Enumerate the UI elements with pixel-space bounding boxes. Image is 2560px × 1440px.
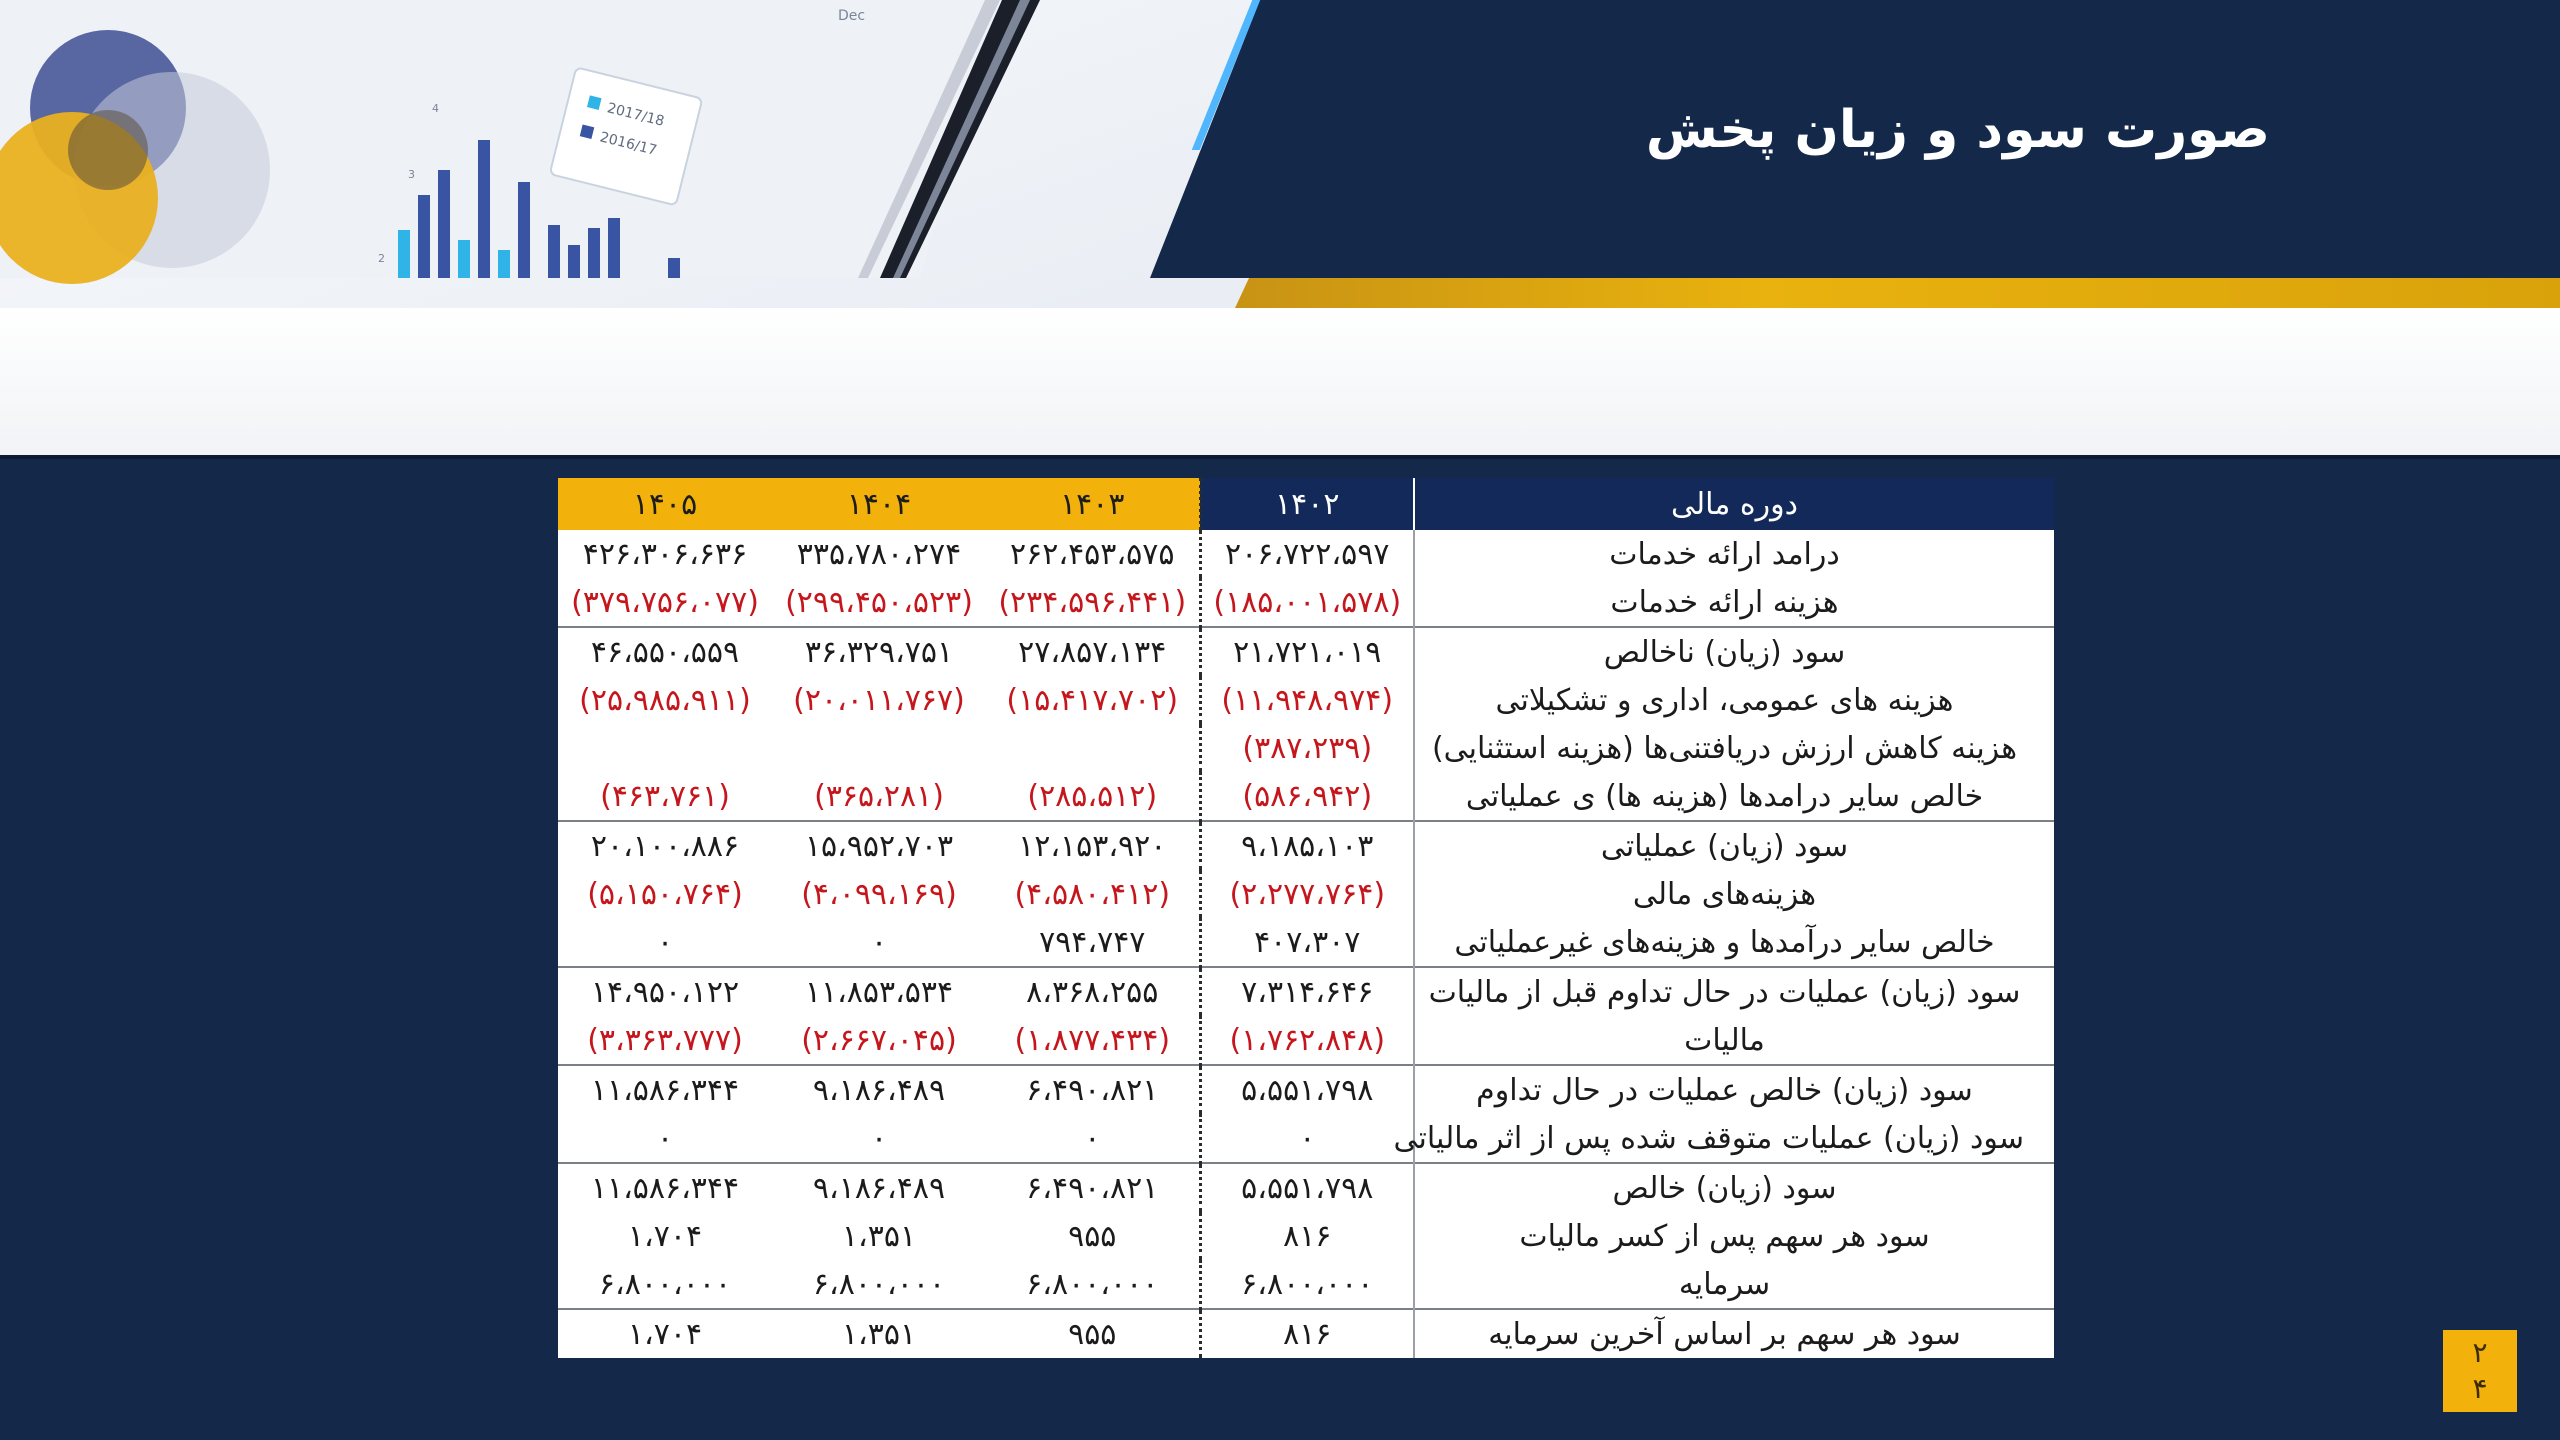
- value-cell: ۹،۱۸۵،۱۰۳: [1200, 821, 1414, 870]
- value-cell: ۱۲،۱۵۳،۹۲۰: [986, 821, 1200, 870]
- value-cell: (۲۹۹،۴۵۰،۵۲۳): [785, 584, 973, 620]
- value-cell: [558, 724, 772, 772]
- table-row: [558, 772, 2054, 821]
- value-cell: ۶،۸۰۰،۰۰۰: [598, 1266, 732, 1302]
- value-cell: ۰: [656, 924, 674, 960]
- table-row: [558, 821, 2054, 870]
- row-label: هزینه ارائه خدمات: [1610, 584, 1839, 620]
- value-cell: ۷۹۴،۷۴۷: [1039, 924, 1146, 960]
- table-row: [558, 870, 2054, 918]
- value-cell: ۲۰۶،۷۲۲،۵۹۷: [1200, 530, 1414, 578]
- row-label: مالیات: [1684, 1022, 1765, 1058]
- table-row: [558, 1163, 2054, 1212]
- value-cell: (۴۶۳،۷۶۱): [600, 778, 730, 814]
- table-row: [558, 967, 2054, 1016]
- value-cell: ۶،۸۰۰،۰۰۰: [1200, 1260, 1414, 1309]
- value-cell: ۳۳۵،۷۸۰،۲۷۴: [796, 536, 962, 572]
- value-cell: (۵،۱۵۰،۷۶۴): [587, 876, 743, 912]
- income-statement-table: [558, 478, 2054, 1358]
- value-cell: ۰: [1084, 1120, 1101, 1156]
- value-cell: ۱۵،۹۵۲،۷۰۳: [772, 821, 986, 870]
- hero-bar: [438, 170, 450, 278]
- row-label: سود (زیان) عملیات در حال تداوم قبل از مالیات: [1414, 967, 2054, 1016]
- value-cell: [772, 724, 986, 772]
- gold-stripe: [1235, 278, 2560, 308]
- table-row: [558, 1212, 2054, 1260]
- table-row: [558, 578, 2054, 627]
- page-number-digit: ۲: [2472, 1336, 2488, 1369]
- legend-label: 2016/17: [598, 129, 659, 159]
- value-cell: (۱،۷۶۲،۸۴۸): [1200, 1016, 1414, 1065]
- table-row: [558, 627, 2054, 676]
- value-cell: ۱،۳۵۱: [772, 1309, 986, 1358]
- value-cell: ۴۲۶،۳۰۶،۶۳۶: [582, 536, 748, 572]
- value-cell: (۲،۲۷۷،۷۶۴): [1200, 870, 1414, 918]
- hero-bar: [668, 258, 680, 278]
- table-row: [558, 1065, 2054, 1114]
- table-row: [558, 918, 2054, 967]
- value-cell: ۰: [870, 1120, 888, 1156]
- row-label: خالص سایر درآمدها و هزینه‌های غیرعملیاتی: [1454, 924, 1995, 960]
- row-label: درامد ارائه خدمات: [1609, 536, 1840, 572]
- header-year: ۱۴۰۲: [1200, 478, 1414, 530]
- divider: [0, 455, 2560, 459]
- value-cell: (۲۵،۹۸۵،۹۱۱): [579, 682, 751, 718]
- value-cell: (۳،۳۶۳،۷۷۷): [587, 1022, 743, 1058]
- header-year: ۱۴۰۳: [986, 478, 1200, 530]
- hero-axis-tick: 2: [378, 252, 385, 265]
- value-cell: ۵،۵۵۱،۷۹۸: [1200, 1163, 1414, 1212]
- white-strip: [0, 308, 2560, 455]
- table-header-row: [558, 478, 2054, 530]
- hero-corner-text: Dec: [838, 8, 866, 24]
- row-label: سود (زیان) عملیات متوقف شده پس از اثر مالیاتی: [1393, 1120, 2024, 1156]
- value-cell: (۱۵،۴۱۷،۷۰۲): [1006, 682, 1179, 718]
- header-year: ۱۴۰۵: [558, 478, 772, 530]
- row-label: هزینه های عمومی، اداری و تشکیلاتی: [1495, 682, 1954, 718]
- row-label: خالص سایر درامدها (هزینه ها) ی عملیاتی: [1465, 778, 1984, 814]
- value-cell: ۹،۱۸۶،۴۸۹: [772, 1065, 986, 1114]
- hero-bar: [588, 228, 600, 278]
- value-cell: (۳۸۷،۲۳۹): [1200, 724, 1414, 772]
- row-label: سود (زیان) خالص: [1414, 1163, 2054, 1212]
- header-banner: [0, 0, 2560, 455]
- value-cell: ۸۱۶: [1200, 1212, 1414, 1260]
- page-number: [2443, 1330, 2517, 1412]
- value-cell: ۰: [656, 1120, 674, 1156]
- hero-bar: [478, 140, 490, 278]
- table-row: [558, 1114, 2054, 1163]
- value-cell: ۶،۸۰۰،۰۰۰: [812, 1266, 946, 1302]
- value-cell: ۲۰،۱۰۰،۸۸۶: [558, 821, 772, 870]
- value-cell: (۱،۸۷۷،۴۳۴): [1014, 1022, 1171, 1058]
- page-number-digit: ۴: [2472, 1372, 2488, 1405]
- value-cell: ۱۱،۵۸۶،۳۴۴: [558, 1065, 772, 1114]
- page-title: صورت سود و زیان پخش: [1645, 100, 2270, 160]
- value-cell: ۱۱،۸۵۳،۵۳۴: [772, 967, 986, 1016]
- value-cell: ۰: [870, 924, 888, 960]
- header-period: دوره مالی: [1414, 478, 2054, 530]
- row-label: سود (زیان) خالص عملیات در حال تداوم: [1414, 1065, 2054, 1114]
- row-label: هزینه‌های مالی: [1632, 876, 1817, 912]
- header-year: ۱۴۰۴: [772, 478, 986, 530]
- table-row: [558, 724, 2054, 772]
- value-cell: ۸۱۶: [1200, 1309, 1414, 1358]
- value-cell: ۶،۸۰۰،۰۰۰: [1026, 1266, 1159, 1302]
- value-cell: (۱۸۵،۰۰۱،۵۷۸): [1200, 578, 1414, 627]
- legend-label: 2017/18: [605, 100, 666, 130]
- row-label: سود هر سهم بر اساس آخرین سرمایه: [1414, 1309, 2054, 1358]
- value-cell: ۱۴،۹۵۰،۱۲۲: [558, 967, 772, 1016]
- value-cell: (۵۸۶،۹۴۲): [1200, 772, 1414, 821]
- table-row: [558, 1260, 2054, 1309]
- value-cell: (۲۳۴،۵۹۶،۴۴۱): [998, 584, 1187, 620]
- value-cell: ۲۱،۷۲۱،۰۱۹: [1200, 627, 1414, 676]
- hero-bar: [498, 250, 510, 278]
- value-cell: ۷،۳۱۴،۶۴۶: [1200, 967, 1414, 1016]
- value-cell: [986, 724, 1200, 772]
- value-cell: ۲۶۲،۴۵۳،۵۷۵: [1010, 536, 1175, 572]
- value-cell: ۶،۴۹۰،۸۲۱: [986, 1065, 1200, 1114]
- hero-bar: [398, 230, 410, 278]
- hero-bar: [568, 245, 580, 278]
- value-cell: ۱،۷۰۴: [558, 1309, 772, 1358]
- value-cell: ۸،۳۶۸،۲۵۵: [986, 967, 1200, 1016]
- value-cell: ۵،۵۵۱،۷۹۸: [1200, 1065, 1414, 1114]
- hero-bar: [608, 218, 620, 278]
- row-label: سود (زیان) ناخالص: [1414, 627, 2054, 676]
- value-cell: ۳۶،۳۲۹،۷۵۱: [772, 627, 986, 676]
- value-cell: ۲۷،۸۵۷،۱۳۴: [986, 627, 1200, 676]
- value-cell: ۹۵۵: [1068, 1218, 1117, 1254]
- hero-bar: [458, 240, 470, 278]
- value-cell: (۲،۶۶۷،۰۴۵): [801, 1022, 957, 1058]
- value-cell: ۴۰۷،۳۰۷: [1200, 918, 1414, 967]
- value-cell: (۲۰،۰۱۱،۷۶۷): [793, 682, 965, 718]
- value-cell: ۹،۱۸۶،۴۸۹: [772, 1163, 986, 1212]
- value-cell: ۴۶،۵۵۰،۵۵۹: [558, 627, 772, 676]
- row-label: سرمایه: [1678, 1266, 1771, 1302]
- value-cell: (۱۱،۹۴۸،۹۷۴): [1200, 676, 1414, 724]
- value-cell: (۲۸۵،۵۱۲): [1027, 778, 1158, 814]
- value-cell: (۴،۵۸۰،۴۱۲): [1014, 876, 1171, 912]
- table-row: [558, 676, 2054, 724]
- value-cell: (۴،۰۹۹،۱۶۹): [801, 876, 957, 912]
- hero-axis-tick: 3: [408, 168, 415, 181]
- row-label: هزینه کاهش ارزش دریافتنی‌ها (هزینه استثنایی): [1431, 730, 2018, 766]
- value-cell: ۰: [1200, 1114, 1414, 1163]
- row-label: سود هر سهم پس از کسر مالیات: [1519, 1218, 1930, 1254]
- value-cell: ۹۵۵: [986, 1309, 1200, 1358]
- hero-bar: [548, 225, 560, 278]
- hero-axis-tick: 4: [432, 102, 439, 115]
- value-cell: ۱،۳۵۱: [841, 1218, 917, 1254]
- value-cell: ۱۱،۵۸۶،۳۴۴: [558, 1163, 772, 1212]
- hero-bar: [518, 182, 530, 278]
- table-row: [558, 530, 2054, 578]
- value-cell: (۳۶۵،۲۸۱): [814, 778, 944, 814]
- row-label: سود (زیان) عملیاتی: [1414, 821, 2054, 870]
- value-cell: ۶،۴۹۰،۸۲۱: [986, 1163, 1200, 1212]
- hero-bar: [418, 195, 430, 278]
- table-row: [558, 1016, 2054, 1065]
- value-cell: (۳۷۹،۷۵۶،۰۷۷): [571, 584, 759, 620]
- table-row: [558, 1309, 2054, 1358]
- table-body: [558, 530, 2054, 1358]
- value-cell: ۱،۷۰۴: [627, 1218, 703, 1254]
